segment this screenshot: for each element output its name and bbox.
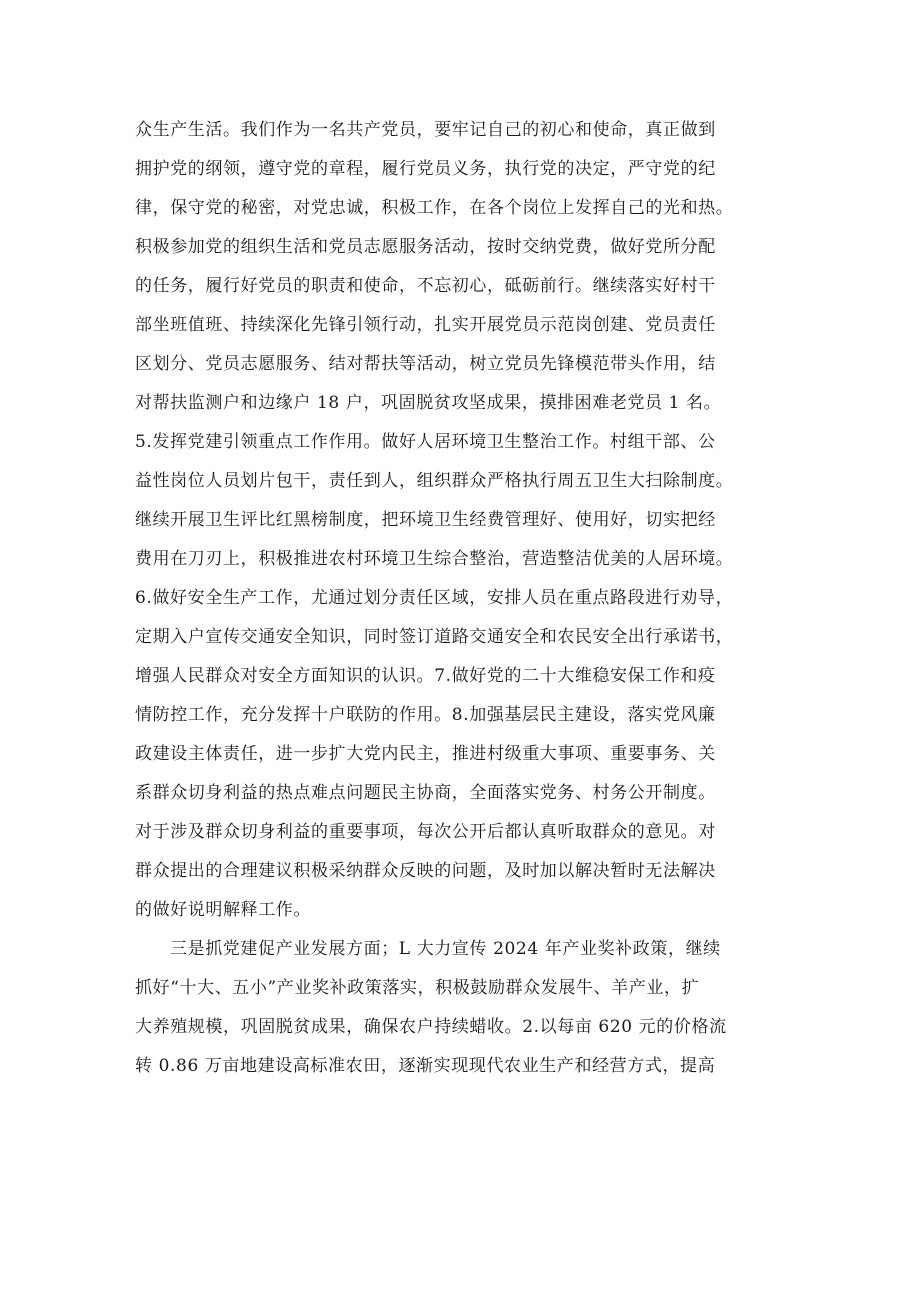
text-line: 积极参加党的组织生活和党员志愿服务活动，按时交纳党费，做好党所分配 [135,237,716,257]
text-line: 部坐班值班、持续深化先锋引领行动，扎实开展党员示范岗创建、党员责任 [135,315,716,335]
text-line: 情防控工作，充分发挥十户联防的作用。8.加强基层民主建设，落实党风廉 [135,705,716,725]
text-line: 增强人民群众对安全方面知识的认识。7.做好党的二十大维稳安保工作和疫 [135,666,716,686]
text-line: 的任务，履行好党员的职责和使命，不忘初心，砥砺前行。继续落实好村干 [135,276,716,296]
text-line: 继续开展卫生评比红黑榜制度，把环境卫生经费管理好、使用好，切实把经 [135,510,716,530]
text-line: 拥护党的纲领，遵守党的章程，履行党员义务，执行党的决定，严守党的纪 [135,159,716,179]
text-line: 大养殖规模，巩固脱贫成果，确保农户持续蜡收。2.以每亩 620 元的价格流 [135,1017,727,1037]
text-line: 对帮扶监测户和边缘户 18 户，巩固脱贫攻坚成果，摸排困难老党员 1 名。 [135,393,722,413]
text-line: 抓好“十大、五小”产业奖补政策落实，积极鼓励群众发展牛、羊产业，扩 [135,978,700,998]
text-line: 定期入户宣传交通安全知识，同时签订道路交通安全和农民安全出行承诺书， [135,627,734,647]
paragraph-first-line: 三是抓党建促产业发展方面；L 大力宣传 2024 年产业奖补政策，继续 [170,939,721,959]
text-line: 益性岗位人员划片包干，责任到人，组织群众严格执行周五卫生大扫除制度。 [135,471,734,491]
text-line: 政建设主体责任，进一步扩大党内民主，推进村级重大事项、重要事务、关 [135,744,716,764]
text-line: 的做好说明解释工作。 [135,900,311,920]
text-line: 众生产生活。我们作为一名共产党员，要牢记自己的初心和使命，真正做到 [135,120,716,140]
text-line: 费用在刀刃上，积极推进农村环境卫生综合整治，营造整洁优美的人居环境。 [135,549,734,569]
text-line: 5.发挥党建引领重点工作作用。做好人居环境卫生整治工作。村组干部、公 [135,432,716,452]
text-line: 对于涉及群众切身利益的重要事项，每次公开后都认真听取群众的意见。对 [135,822,716,842]
text-line: 转 0.86 万亩地建设高标准农田，逐渐实现现代农业生产和经营方式，提高 [135,1056,716,1076]
text-line: 系群众切身利益的热点难点问题民主协商，全面落实党务、村务公开制度。 [135,783,716,803]
text-line: 群众提出的合理建议积极采纳群众反映的问题，及时加以解决暂时无法解决 [135,861,716,881]
text-line: 区划分、党员志愿服务、结对帮扶等活动，树立党员先锋模范带头作用，结 [135,354,716,374]
text-line: 律，保守党的秘密，对党忠诚，积极工作，在各个岗位上发挥自己的光和热。 [135,198,734,218]
text-line: 6.做好安全生产工作，尤通过划分责任区域，安排人员在重点路段进行劝导， [135,588,734,608]
